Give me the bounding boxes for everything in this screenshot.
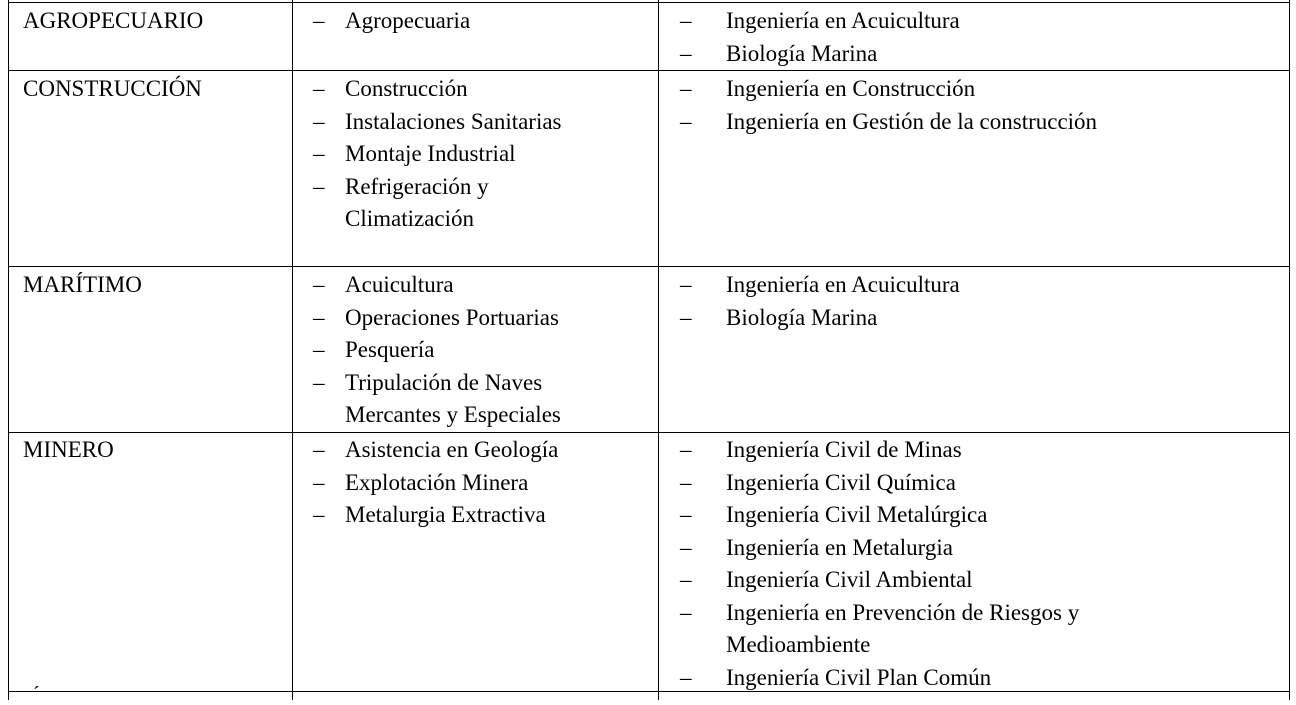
ingenierias-cell [672, 269, 1282, 334]
list-item: – Construcción [313, 76, 468, 101]
list-item: – Ingeniería en Acuicultura [680, 272, 960, 297]
list-item: – Metalurgia Extractiva [313, 502, 546, 527]
list-item: – Biología Marina [680, 40, 878, 66]
list-item-continuation: Medioambiente [726, 632, 871, 657]
tecnicas-cell [313, 5, 653, 38]
table-border-right [1289, 0, 1290, 700]
row-separator [8, 266, 1290, 267]
table-border-left [8, 0, 9, 700]
list-item: – Operaciones Portuarias [313, 304, 559, 330]
list-item-continuation: Mercantes y Especiales [345, 402, 561, 427]
list-item: – Instalaciones Sanitarias [313, 108, 562, 134]
list-item: – Refrigeración y [313, 173, 489, 199]
list-item: – Ingeniería en Construcción [680, 76, 976, 101]
area-cell: MINERO [23, 437, 114, 462]
ingenierias-cell [672, 434, 1282, 694]
list-item: – Acuicultura [313, 272, 454, 297]
list-item: – Explotación Minera [313, 469, 529, 495]
next-row-partial-text: ´ [33, 683, 40, 705]
list-item: – Ingeniería Civil de Minas [680, 437, 962, 462]
list-item: – Biología Marina [680, 304, 878, 330]
list-item: – Ingeniería Civil Ambiental [680, 567, 973, 592]
row-separator [8, 432, 1290, 433]
list-item: – Ingeniería en Gestión de la construcción [680, 108, 1098, 134]
area-cell: CONSTRUCCIÓN [23, 76, 202, 101]
list-item: – Asistencia en Geología [313, 437, 559, 462]
row-separator [8, 2, 1290, 3]
table-column-divider-1 [292, 0, 293, 700]
list-item: – Tripulación de Naves [313, 369, 543, 395]
row-separator [8, 70, 1290, 71]
list-item: – Montaje Industrial [313, 141, 516, 166]
list-item: – Ingeniería en Prevención de Riesgos y [680, 599, 1080, 625]
list-item: – Ingeniería Civil Química [680, 469, 956, 495]
list-item: – Ingeniería en Acuicultura [680, 8, 960, 33]
list-item: – Pesquería [313, 337, 435, 362]
list-item-continuation: Climatización [345, 206, 475, 231]
list-item: – Ingeniería en Metalurgia [680, 534, 953, 560]
ingenierias-cell [672, 73, 1282, 138]
tecnicas-cell [313, 269, 653, 432]
list-item: – Ingeniería Civil Plan Común [680, 664, 992, 690]
table-column-divider-2 [658, 0, 659, 700]
tecnicas-cell [313, 73, 653, 236]
list-item: – Ingeniería Civil Metalúrgica [680, 502, 988, 527]
tecnicas-cell [313, 434, 653, 532]
list-item: – Agropecuaria [313, 8, 471, 33]
ingenierias-cell [672, 5, 1282, 70]
area-cell: MARÍTIMO [23, 272, 142, 297]
area-cell: AGROPECUARIO [23, 8, 204, 33]
